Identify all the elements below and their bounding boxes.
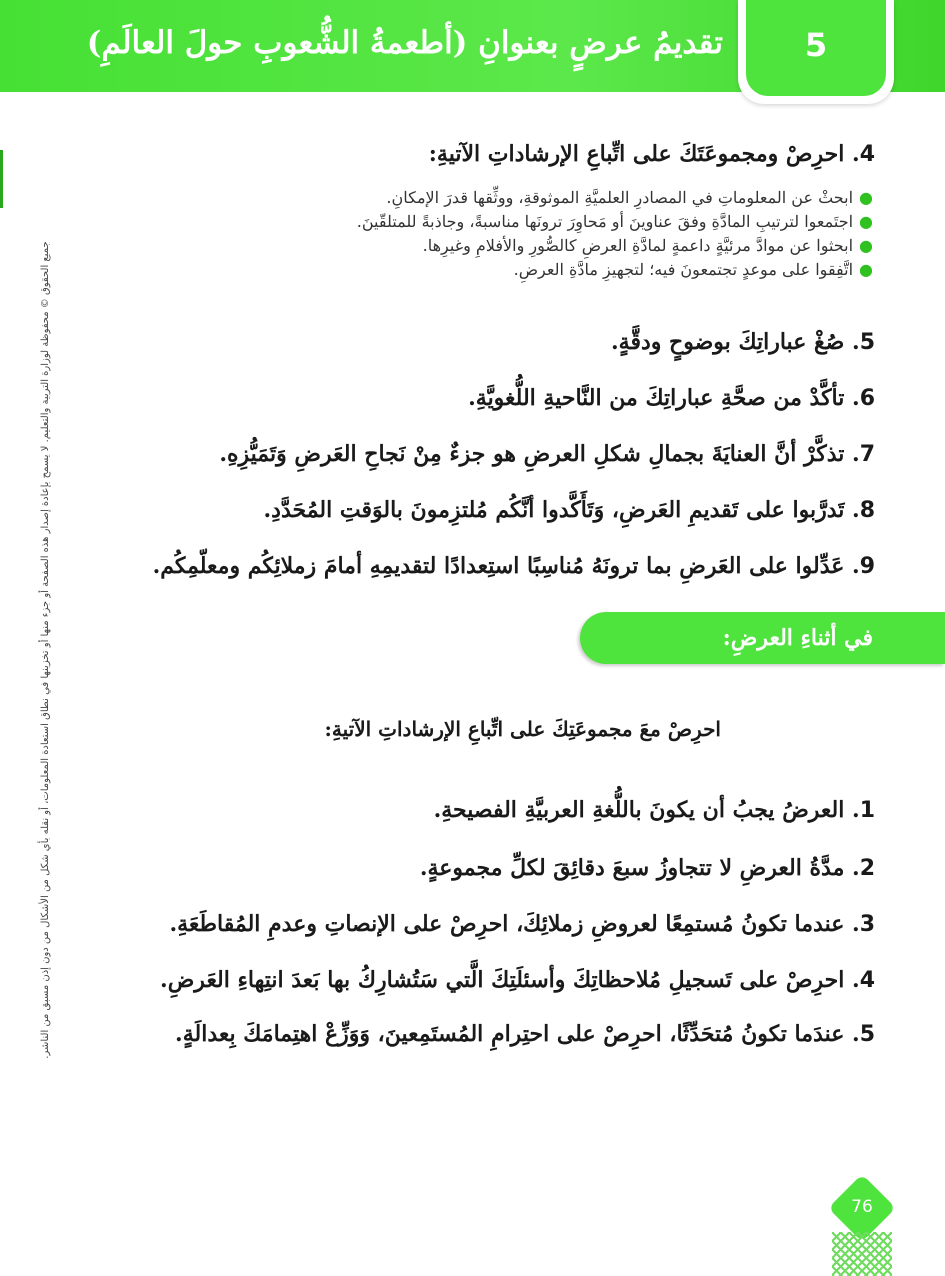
during-item-3: 3. عندما تكونُ مُستمِعًا لعروضِ زملائِكَ، احرِصْ على الإنصاتِ وعدمِ المُقاطَعَةِ. bbox=[169, 911, 875, 937]
bullet-icon: ● bbox=[859, 212, 873, 231]
lesson-number-badge bbox=[738, 0, 894, 104]
prep-item-9: 9. عَدِّلوا على العَرضِ بما ترونَهُ مُناسِبًا استِعدادًا لتقديمِهِ أمامَ زملائِكُم ومعلّمِكُم. bbox=[152, 553, 875, 579]
prep-item-4 bbox=[429, 136, 875, 172]
bullet-item: ●اجتَمعوا لترتيبِ المادَّةِ وفقَ عناوينَ أو مَحاوِرَ ترونَها مناسبةً، وجاذبةً للمتلقّينَ. bbox=[356, 212, 873, 231]
during-intro: احرِصْ معَ مجموعَتِكَ على اتِّباعِ الإرشاداتِ الآتيةِ: bbox=[324, 717, 721, 741]
item-number: 4 bbox=[859, 142, 875, 167]
bullet-item: ●ابحثْ عن المعلوماتِ في المصادرِ العلميَّةِ الموثوقةِ، ووثِّقها قدرَ الإمكانِ. bbox=[386, 188, 873, 207]
section-title: في أثناءِ العرضِ: bbox=[722, 625, 873, 651]
copyright-note: جميع الحقوق © محفوظة لوزارة التربية والتعليم. لا يسمح بإعادة إصدار هذه الصفحة أو جزء منها أو تخزينها في نطاق استعادة المعلومات، أو نقله بأي شكل من الأشكال من دون إذن مسبق من الناشر. bbox=[40, 241, 51, 1059]
lesson-number: 5 bbox=[746, 0, 886, 96]
decorative-pattern bbox=[832, 1232, 892, 1276]
page-title: تقديمُ عرضٍ بعنوانِ (أطعمةُ الشُّعوبِ حولَ العالَمِ) bbox=[86, 25, 723, 61]
during-item-2: 2. مدَّةُ العرضِ لا تتجاوزُ سبعَ دقائِقَ لكلِّ مجموعةٍ. bbox=[419, 855, 875, 881]
bullet-item: ●ابحثوا عن موادَّ مرئيَّةٍ داعمةٍ لمادَّةِ العرضِ كالصُّورِ والأفلامِ وغيرِها. bbox=[422, 236, 873, 255]
guidelines-bullet-list bbox=[153, 186, 873, 282]
bullet-icon: ● bbox=[859, 236, 873, 255]
prep-item-5: 5. صُغْ عباراتِكَ بوضوحٍ ودقَّةٍ. bbox=[611, 329, 875, 355]
prep-item-6: 6. تأكَّدْ من صحَّةِ عباراتِكَ من النَّاحيةِ اللُّغويَّةِ. bbox=[468, 385, 875, 411]
section-heading-bar bbox=[580, 612, 945, 664]
item-text: . احرِصْ ومجموعَتَكَ على اتِّباعِ الإرشاداتِ الآتيةِ: bbox=[428, 141, 860, 167]
bullet-icon: ● bbox=[859, 260, 873, 279]
during-item-1: 1. العرضُ يجبُ أن يكونَ باللُّغةِ العربيَّةِ الفصيحةِ. bbox=[433, 797, 875, 823]
bullet-item: ●اتَّفِقوا على موعدٍ تجتمعونَ فيه؛ لتجهيزِ مادَّةِ العرضِ. bbox=[513, 260, 873, 279]
page-number-badge bbox=[826, 1178, 898, 1276]
bullet-icon: ● bbox=[859, 188, 873, 207]
prep-item-8: 8. تَدرَّبوا على تَقديمِ العَرضِ، وَتَأَكَّدوا أنَّكُم مُلتزِمونَ بالوَقتِ المُحَدَّدِ. bbox=[263, 497, 875, 523]
prep-item-7: 7. تذكَّرْ أنَّ العنايَةَ بجمالِ شكلِ العرضِ هو جزءٌ مِنْ نَجاحِ العَرضِ وَتَمَيُّزِهِ. bbox=[219, 441, 875, 467]
during-item-4: 4. احرِصْ على تَسجيلِ مُلاحظاتِكَ وأسئلَتِكَ الَّتي سَتُشارِكُ بها بَعدَ انتِهاءِ العَرضِ. bbox=[160, 967, 875, 993]
margin-mark bbox=[0, 150, 3, 208]
during-item-5: 5. عندَما تكونُ مُتحَدِّثًا، احرِصْ على احتِرامِ المُستَمِعينَ، وَوَزِّعْ اهتِمامَكَ بِعدالَةٍ. bbox=[175, 1021, 875, 1047]
page-number: 76 bbox=[851, 1197, 873, 1217]
